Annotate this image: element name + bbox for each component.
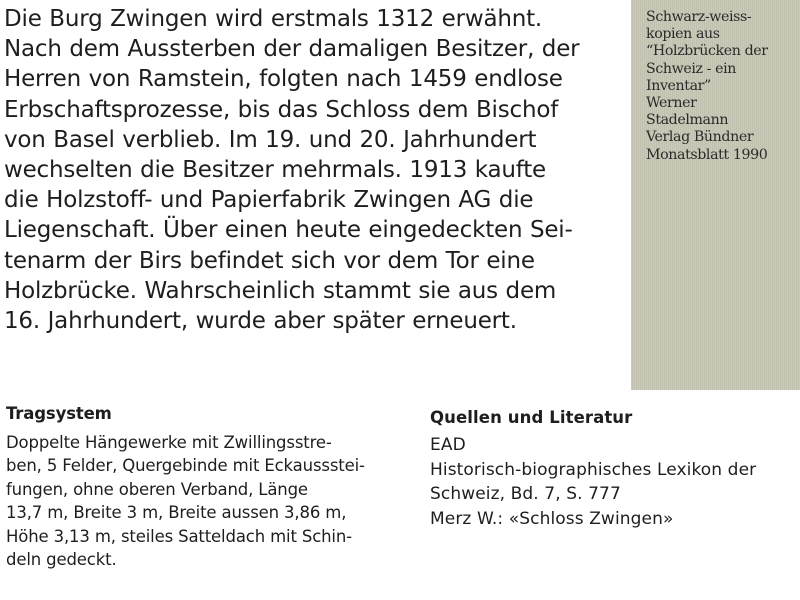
- main-line: Holzbrücke. Wahrscheinlich stammt sie aus dem: [4, 277, 557, 304]
- source-note-line: Werner: [646, 95, 697, 112]
- tragsystem-line: deln gedeckt.: [6, 550, 117, 570]
- quellen-line: Schweiz, Bd. 7, S. 777: [430, 484, 621, 505]
- main-line: 16. Jahrhundert, wurde aber später erneuert.: [4, 308, 517, 335]
- tragsystem-line: ben, 5 Felder, Quergebinde mit Eckaussstei-: [6, 456, 365, 476]
- source-note-line: Schweiz - ein: [646, 60, 737, 77]
- tragsystem-line: Höhe 3,13 m, steiles Satteldach mit Schin-: [6, 526, 352, 546]
- tragsystem-line: Doppelte Hängewerke mit Zwillingsstre-: [6, 433, 332, 452]
- main-line: die Holzstoff- und Papierfabrik Zwingen AG die: [4, 187, 534, 214]
- source-note-line: Inventar”: [646, 77, 711, 94]
- main-line: Erbschaftsprozesse, bis das Schloss dem Bischof: [4, 96, 559, 123]
- main-line: Nach dem Aussterben der damaligen Besitzer, der: [4, 36, 580, 63]
- tragsystem-line: fungen, ohne oberen Verband, Länge: [6, 479, 308, 499]
- source-note-line: Stadelmann: [646, 112, 729, 129]
- quellen-heading: Quellen und Literatur: [430, 408, 633, 427]
- source-note-line: “Holzbrücken der: [646, 43, 768, 60]
- source-note-box: [631, 0, 800, 390]
- main-line: Herren von Ramstein, folgten nach 1459 endlose: [4, 66, 563, 93]
- quellen-line: Merz W.: «Schloss Zwingen»: [430, 508, 674, 529]
- tragsystem-line: 13,7 m, Breite 3 m, Breite aussen 3,86 m,: [6, 503, 347, 523]
- source-note-line: kopien aus: [646, 26, 720, 43]
- tragsystem-section: [6, 403, 406, 571]
- main-line: tenarm der Birs befindet sich vor dem Tor eine: [4, 247, 535, 274]
- quellen-line: Historisch-biographisches Lexikon der: [430, 459, 757, 480]
- source-note-line: Schwarz-weiss-: [646, 9, 752, 25]
- main-line: wechselten die Besitzer mehrmals. 1913 kaufte: [4, 157, 546, 184]
- main-line: Liegenschaft. Über einen heute eingedeckten Sei-: [4, 217, 573, 244]
- tragsystem-body: [6, 431, 406, 571]
- quellen-section: [430, 407, 790, 531]
- main-line: von Basel verblieb. Im 19. und 20. Jahrhundert: [4, 126, 537, 153]
- main-paragraph: [4, 4, 622, 336]
- source-note-text: [646, 9, 768, 164]
- quellen-line: EAD: [430, 435, 466, 455]
- quellen-body: [430, 433, 790, 531]
- source-note-line: Monatsblatt 1990: [646, 146, 768, 163]
- source-note-line: Verlag Bündner: [646, 129, 754, 146]
- main-line: Die Burg Zwingen wird erstmals 1312 erwähnt.: [4, 6, 543, 32]
- tragsystem-heading: Tragsystem: [6, 404, 112, 423]
